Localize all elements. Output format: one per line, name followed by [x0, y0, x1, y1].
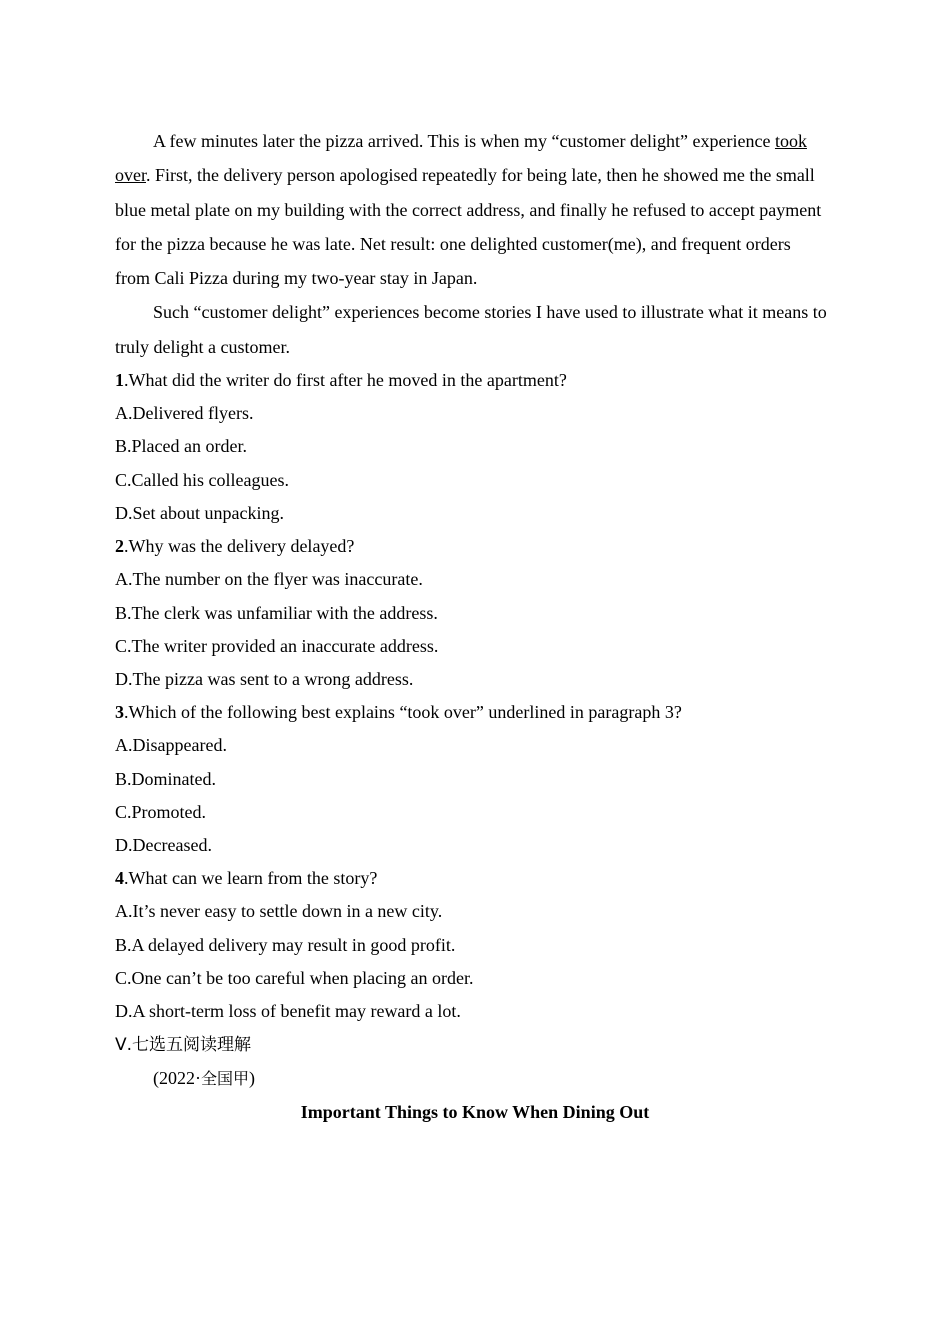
question-text: .Which of the following best explains “took over” underlined in paragraph 3?: [124, 702, 682, 723]
passage-paragraph-1: [115, 124, 827, 295]
question-number: 1: [115, 370, 124, 391]
question-number: 3: [115, 702, 124, 723]
option-d: D.Decreased.: [115, 834, 212, 855]
option-a: A.It’s never easy to settle down in a new city.: [115, 901, 443, 922]
source-close: ): [249, 1068, 256, 1089]
passage-title: Important Things to Know When Dining Out: [300, 1101, 650, 1122]
section-heading: Ⅴ.七选五阅读理解: [115, 1035, 252, 1056]
option-d: D.The pizza was sent to a wrong address.: [115, 668, 414, 689]
question-stem: [115, 364, 827, 397]
question-number: 2: [115, 536, 124, 557]
paragraph-1-text-start: A few minutes later the pizza arrived. This is when my “customer delight” experience: [153, 131, 775, 151]
question-number: 4: [115, 868, 124, 889]
underlined-phrase: took over: [115, 131, 807, 186]
source-name: 全国甲: [201, 1069, 250, 1089]
document-page: [115, 124, 827, 1129]
option-b: B.A delayed delivery may result in good profit.: [115, 934, 456, 955]
question-stem: [115, 530, 827, 563]
question-text: .What can we learn from the story?: [124, 868, 378, 889]
option-c: C.One can’t be too careful when placing an order.: [115, 967, 474, 988]
option-c: C.Called his colleagues.: [115, 469, 289, 490]
question-1: [115, 364, 827, 530]
option-b: B.Placed an order.: [115, 436, 247, 457]
question-text: .What did the writer do first after he moved in the apartment?: [124, 370, 567, 391]
passage-paragraph-2: Such “customer delight” experiences become stories I have used to illustrate what it means to truly delight a customer.: [115, 302, 827, 357]
question-2: [115, 530, 827, 696]
option-a: A.The number on the flyer was inaccurate.: [115, 569, 423, 590]
option-d: D.Set about unpacking.: [115, 502, 284, 523]
question-text: .Why was the delivery delayed?: [124, 536, 355, 557]
question-3: [115, 696, 827, 862]
option-a: A.Disappeared.: [115, 735, 227, 756]
option-c: C.The writer provided an inaccurate address.: [115, 635, 439, 656]
question-stem: [115, 862, 827, 895]
option-b: B.Dominated.: [115, 768, 216, 789]
source-note: [115, 1062, 827, 1095]
option-c: C.Promoted.: [115, 801, 207, 822]
option-a: A.Delivered flyers.: [115, 403, 254, 424]
option-d: D.A short-term loss of benefit may reward a lot.: [115, 1000, 461, 1021]
question-4: [115, 862, 827, 1028]
question-stem: [115, 696, 827, 729]
paragraph-1-text-end: . First, the delivery person apologised repeatedly for being late, then he showed me the small blue metal plate on my building with the correct address, and finally he refused to accept payment for the pizza because he was late. Net result: one delighted customer(me), and frequent orders from Cali Pizza during my two-year stay in Japan.: [115, 165, 822, 289]
source-open: (2022·: [153, 1068, 201, 1089]
option-b: B.The clerk was unfamiliar with the address.: [115, 602, 438, 623]
